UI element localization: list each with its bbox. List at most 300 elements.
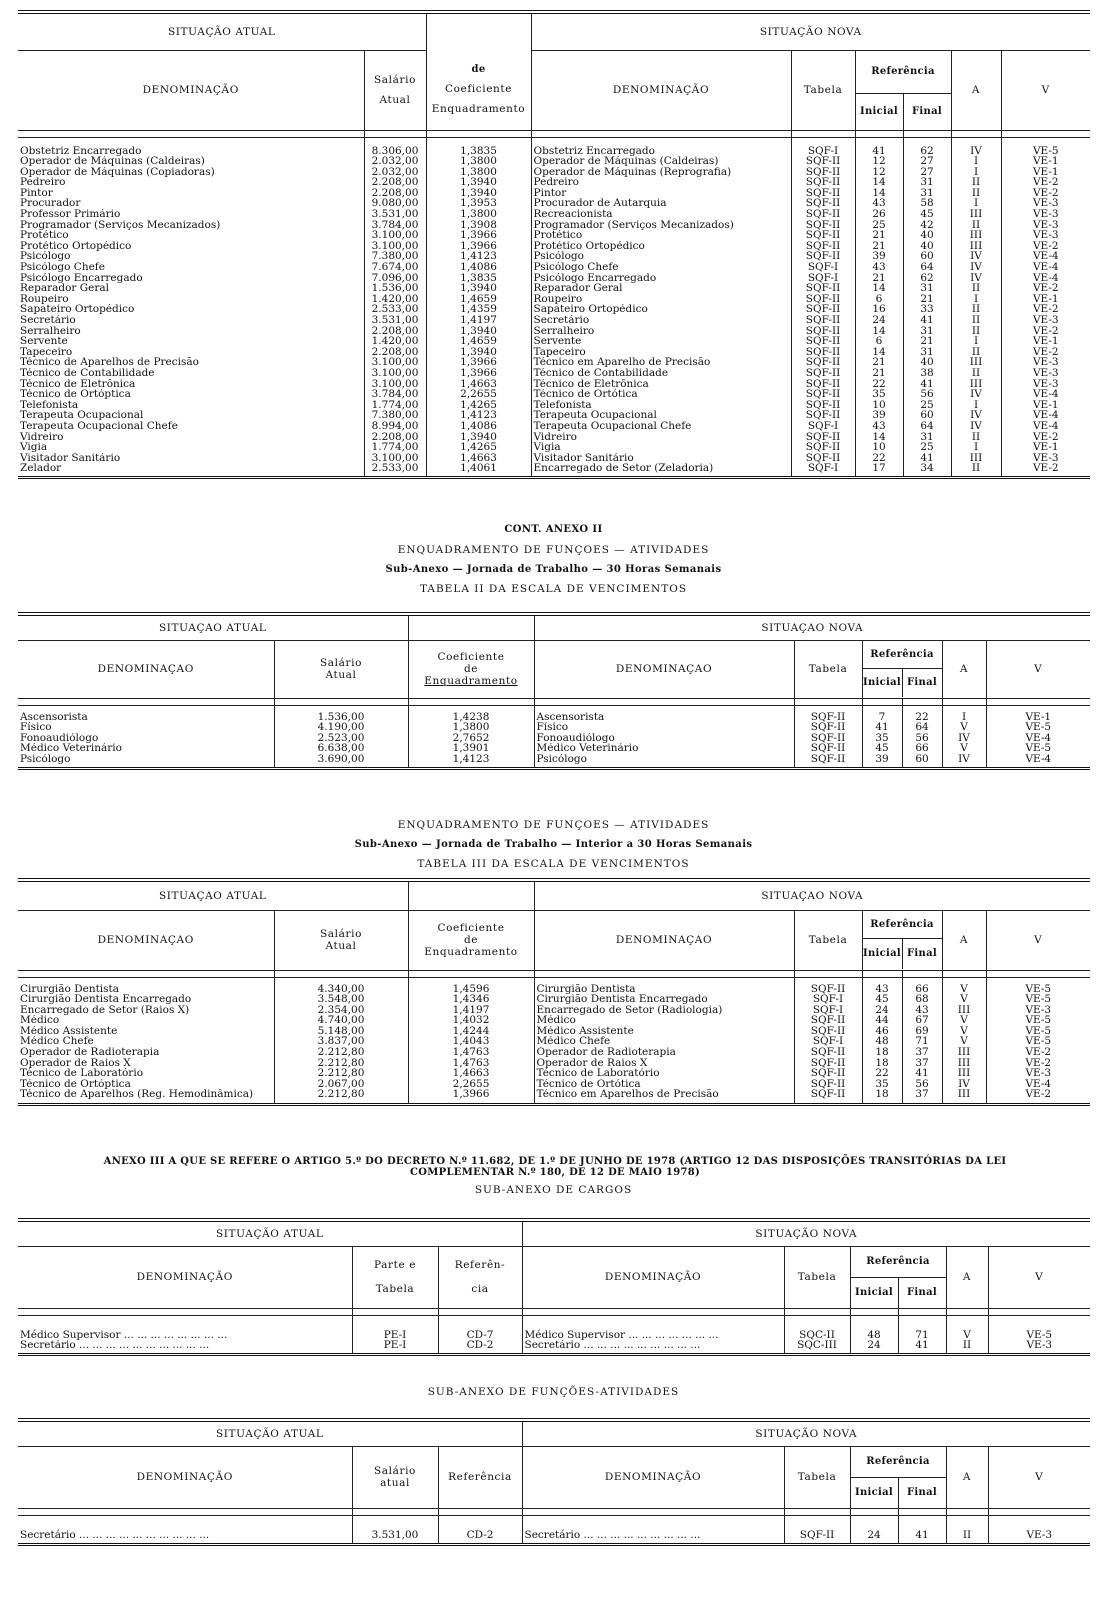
cell-a: IV xyxy=(951,421,1001,432)
cell-ref-final: 62 xyxy=(903,137,951,156)
situacao-nova-header-5: SITUAÇÃO NOVA xyxy=(522,1420,1090,1446)
cell-coeficiente: 1,3940 xyxy=(426,347,531,358)
cell-v: VE-3 xyxy=(988,1340,1090,1351)
table-row xyxy=(18,137,1090,156)
cell-denominacao-nova: Operador de Raios X xyxy=(534,1058,794,1069)
cell-a: I xyxy=(942,705,986,722)
table-row xyxy=(18,442,1090,453)
cell-ref-inicial: 6 xyxy=(855,336,903,347)
table-row xyxy=(18,273,1090,284)
cell-denominacao-nova: Terapeuta Ocupacional xyxy=(531,410,791,421)
cell-ref-final: 31 xyxy=(903,283,951,294)
cell-a: III xyxy=(942,1068,986,1079)
cell-ref-inicial: 48 xyxy=(850,1315,898,1340)
cell-salario: 2.032,00 xyxy=(364,156,426,167)
table-row xyxy=(18,368,1090,379)
cell-tabela: SQF-II xyxy=(791,389,855,400)
table-row xyxy=(18,1079,1090,1090)
cell-ref-inicial: 41 xyxy=(855,137,903,156)
cell-ref-final: 56 xyxy=(903,389,951,400)
col-refer-4-label: Referên- xyxy=(454,1259,506,1271)
cell-v: VE-3 xyxy=(986,1005,1090,1016)
cell-salario: 1.774,00 xyxy=(364,400,426,411)
cell-v: VE-3 xyxy=(986,1068,1090,1079)
cell-a: II xyxy=(946,1515,988,1540)
cell-ref-final: 45 xyxy=(903,209,951,220)
cell-salario: 7.380,00 xyxy=(364,251,426,262)
cell-tabela: SQF-II xyxy=(791,410,855,421)
cell-tabela: SQF-II xyxy=(791,156,855,167)
col-final-2: Final xyxy=(902,669,942,697)
cell-ref-inicial: 41 xyxy=(862,722,902,733)
cell-coeficiente: 1,4086 xyxy=(426,262,531,273)
cell-ref-inicial: 17 xyxy=(855,463,903,474)
cell-denominacao: Técnico de Contabilidade xyxy=(20,367,155,379)
cell-denominacao: Procurador xyxy=(20,198,81,210)
cell-salario: 3.100,00 xyxy=(364,379,426,390)
cell-tabela: SQF-II xyxy=(791,432,855,443)
col-tabela-3: Tabela xyxy=(794,910,862,970)
cell-salario: 4.190,00 xyxy=(274,722,408,733)
cell-tabela: SQF-II xyxy=(794,743,862,754)
cell-a: IV xyxy=(942,1079,986,1090)
table-row xyxy=(18,1089,1090,1100)
cell-tabela: SQF-II xyxy=(791,379,855,390)
cell-denominacao: Técnico de Aparelhos (Reg. Hemodinâmica) xyxy=(20,1089,254,1101)
cell-ref-inicial: 39 xyxy=(855,251,903,262)
cell-a: IV xyxy=(951,262,1001,273)
cell-coeficiente: 1,3800 xyxy=(426,209,531,220)
cell-ref-inicial: 43 xyxy=(855,198,903,209)
cell-tabela: SQF-II xyxy=(791,209,855,220)
cell-coeficiente: 1,3953 xyxy=(426,198,531,209)
cell-denominacao-nova: Vidreiro xyxy=(531,432,791,443)
table-row xyxy=(18,347,1090,358)
cell-coeficiente: 1,3966 xyxy=(426,368,531,379)
cell-coeficiente: 2,2655 xyxy=(426,389,531,400)
table-2-body xyxy=(18,705,1090,768)
cell-v: VE-1 xyxy=(986,705,1090,722)
cell-denominacao-nova: Operador de Máquinas (Caldeiras) xyxy=(531,156,791,167)
cell-ref-inicial: 22 xyxy=(855,453,903,464)
cell-salario: 5.148,00 xyxy=(274,1026,408,1037)
table-1-body xyxy=(18,137,1090,478)
cell-denominacao: Técnico de Eletrônica xyxy=(20,378,136,390)
cell-denominacao-nova: Terapeuta Ocupacional Chefe xyxy=(531,421,791,432)
cell-a: II xyxy=(951,347,1001,358)
cell-salario: 2.032,00 xyxy=(364,167,426,178)
cell-denominacao-nova: Cirurgião Dentista Encarregado xyxy=(534,994,794,1005)
cell-ref-final: 42 xyxy=(903,220,951,231)
col-v: V xyxy=(1001,50,1090,130)
table-row xyxy=(18,1058,1090,1069)
cell-denominacao-nova: Pintor xyxy=(531,188,791,199)
cell-denominacao: Médico Supervisor ... ... ... ... ... ... ... ... xyxy=(20,1328,228,1341)
col-a-3: A xyxy=(942,910,986,970)
cell-salario: 7.096,00 xyxy=(364,273,426,284)
cell-ref-final: 64 xyxy=(902,722,942,733)
table-row xyxy=(18,304,1090,315)
table-row xyxy=(18,994,1090,1005)
cell-denominacao-nova: Psicólogo xyxy=(531,251,791,262)
table-row xyxy=(18,743,1090,754)
cell-v: VE-4 xyxy=(1001,410,1090,421)
cell-coeficiente: 1,4763 xyxy=(408,1058,534,1069)
cell-ref-final: 56 xyxy=(902,733,942,744)
cell-a: IV xyxy=(951,410,1001,421)
cell-v: VE-1 xyxy=(1001,294,1090,305)
cell-denominacao-nova: Reparador Geral xyxy=(531,283,791,294)
col-cia-4-label: cia xyxy=(471,1283,489,1295)
cell-tabela: SQF-II xyxy=(791,368,855,379)
cell-ref-inicial: 35 xyxy=(862,733,902,744)
table-1-block xyxy=(18,10,1090,479)
col-denominacao-3: DENOMINAÇAO xyxy=(18,910,274,970)
cell-a: II xyxy=(951,463,1001,474)
cell-tabela: SQF-II xyxy=(791,167,855,178)
cell-salario: 2.212,80 xyxy=(274,1089,408,1100)
table-row xyxy=(18,1340,1090,1351)
cell-denominacao-nova: Obstetriz Encarregado xyxy=(531,137,791,156)
cell-denominacao-nova: Servente xyxy=(531,336,791,347)
cell-a: III xyxy=(951,379,1001,390)
cell-v: VE-2 xyxy=(1001,463,1090,474)
table-row xyxy=(18,198,1090,209)
col-tabela-4: Tabela xyxy=(784,1246,850,1308)
col-coef-de-label: de xyxy=(471,64,486,76)
table-row xyxy=(18,315,1090,326)
col-inicial-4: Inicial xyxy=(855,1286,894,1298)
cell-salario: 3.784,00 xyxy=(364,389,426,400)
cell-denominacao: Visitador Sanitário xyxy=(20,452,121,464)
cell-salario: 2.208,00 xyxy=(364,177,426,188)
cell-denominacao: Protético xyxy=(20,230,69,241)
cell-coeficiente: 1,4265 xyxy=(426,400,531,411)
cell-tabela: SQF-I xyxy=(791,273,855,284)
cell-denominacao-nova: Protético Ortopédico xyxy=(531,241,791,252)
cell-ref-final: 41 xyxy=(898,1515,946,1540)
col-a-5: A xyxy=(946,1446,988,1508)
col-v-5: V xyxy=(988,1446,1090,1508)
cell-a: IV xyxy=(951,389,1001,400)
cell-ref-inicial: 39 xyxy=(862,754,902,765)
cell-denominacao: Cirurgião Dentista xyxy=(20,982,120,995)
cell-coeficiente: 1,4123 xyxy=(408,754,534,765)
col-de-3-label: de xyxy=(463,934,479,946)
cell-ref-inicial: 22 xyxy=(862,1068,902,1079)
cell-v: VE-2 xyxy=(986,1089,1090,1100)
cell-v: VE-5 xyxy=(986,1015,1090,1026)
cell-ref-final: 31 xyxy=(903,177,951,188)
col-tabela-a-4-label: Tabela xyxy=(375,1283,415,1295)
cell-denominacao: Roupeiro xyxy=(20,293,69,305)
cell-v: VE-4 xyxy=(1001,262,1090,273)
cell-tabela: SQF-II xyxy=(794,722,862,733)
table-row xyxy=(18,410,1090,421)
cell-ref-inicial: 10 xyxy=(855,442,903,453)
cell-denominacao: Zelador xyxy=(20,463,62,474)
cell-salario: 3.100,00 xyxy=(364,453,426,464)
cell-a: III xyxy=(942,1005,986,1016)
cell-ref-inicial: 6 xyxy=(855,294,903,305)
cell-a: V xyxy=(942,1036,986,1047)
col-salario-3 xyxy=(274,910,408,970)
cell-ref-inicial: 21 xyxy=(855,357,903,368)
cell-a: V xyxy=(942,977,986,994)
cell-ref-final: 33 xyxy=(903,304,951,315)
cell-ref-inicial: 14 xyxy=(855,326,903,337)
cell-ref-final: 56 xyxy=(902,1079,942,1090)
cell-ref-final: 69 xyxy=(902,1026,942,1037)
cell-ref-final: 60 xyxy=(903,410,951,421)
cell-denominacao: Sapateiro Ortopédico xyxy=(20,304,135,315)
cell-ref-inicial: 12 xyxy=(855,156,903,167)
cell-denominacao-nova: Secretário xyxy=(531,315,791,326)
cell-tabela: SQC-III xyxy=(784,1340,850,1351)
table-2-block xyxy=(18,612,1090,770)
cell-ref-final: 25 xyxy=(903,400,951,411)
cell-coeficiente: 1,4032 xyxy=(408,1015,534,1026)
cell-salario: PE-I xyxy=(352,1340,438,1351)
cell-v: VE-2 xyxy=(986,1047,1090,1058)
col-referencia-4 xyxy=(850,1246,946,1308)
col-referencia-2-label: Referência xyxy=(863,642,942,669)
cell-denominacao: Psicólogo xyxy=(20,251,71,263)
cell-tabela: SQF-II xyxy=(794,754,862,765)
col-denominacao-2: DENOMINAÇAO xyxy=(18,640,274,698)
table-row xyxy=(18,421,1090,432)
cell-denominacao: Operador de Radioterapia xyxy=(20,1047,160,1058)
situacao-atual-header: SITUAÇÃO ATUAL xyxy=(168,25,276,38)
cell-salario: 2.354,00 xyxy=(274,1005,408,1016)
cell-a: III xyxy=(942,1058,986,1069)
cell-tabela: SQF-II xyxy=(794,1068,862,1079)
cell-ref-final: 37 xyxy=(902,1089,942,1100)
cell-coeficiente: CD-2 xyxy=(438,1340,522,1351)
cell-a: III xyxy=(951,453,1001,464)
col-referencia-a-4 xyxy=(438,1246,522,1308)
cell-coeficiente: 1,3966 xyxy=(408,1089,534,1100)
cell-tabela: SQF-II xyxy=(791,347,855,358)
cell-denominacao-nova: Fonoaudiólogo xyxy=(534,733,794,744)
cell-coeficiente: 1,4123 xyxy=(426,251,531,262)
table-row xyxy=(18,1005,1090,1016)
col-coef-3-label: Coeficiente xyxy=(437,922,505,934)
cell-denominacao: Operador de Raios X xyxy=(20,1057,131,1069)
cell-ref-inicial: 26 xyxy=(855,209,903,220)
cell-ref-inicial: 48 xyxy=(862,1036,902,1047)
table-row xyxy=(18,1047,1090,1058)
col-final-5: Final xyxy=(898,1478,946,1508)
cell-coeficiente: CD-2 xyxy=(438,1515,522,1540)
cell-ref-final: 41 xyxy=(903,379,951,390)
col-coeficiente-3 xyxy=(408,910,534,970)
cell-coeficiente: 1,3908 xyxy=(426,220,531,231)
cell-ref-inicial: 43 xyxy=(855,262,903,273)
cell-denominacao-nova: Serralheiro xyxy=(531,326,791,337)
table-row xyxy=(18,722,1090,733)
cell-coeficiente: 1,3800 xyxy=(426,156,531,167)
tabela-iii-caption: TABELA III DA ESCALA DE VENCIMENTOS xyxy=(417,858,690,870)
sub-anexo-funcoes-caption: SUB-ANEXO DE FUNÇÕES-ATIVIDADES xyxy=(427,1386,680,1398)
cell-v: VE-5 xyxy=(986,1026,1090,1037)
cell-coeficiente: 1,4043 xyxy=(408,1036,534,1047)
cell-v: VE-1 xyxy=(1001,442,1090,453)
cell-salario: 2.212,80 xyxy=(274,1058,408,1069)
cell-v: VE-3 xyxy=(1001,453,1090,464)
cell-ref-inicial: 18 xyxy=(862,1047,902,1058)
cell-coeficiente: 1,3966 xyxy=(426,357,531,368)
cell-a: IV xyxy=(942,733,986,744)
cell-denominacao: Terapeuta Ocupacional Chefe xyxy=(20,420,178,432)
cell-ref-inicial: 24 xyxy=(850,1340,898,1351)
cell-a: V xyxy=(942,1026,986,1037)
cell-denominacao: Fonoaudiólogo xyxy=(20,732,99,744)
cell-coeficiente: 1,3940 xyxy=(426,188,531,199)
col-salario-5-label: Salário xyxy=(374,1465,416,1477)
cell-v: VE-2 xyxy=(1001,432,1090,443)
cell-ref-final: 41 xyxy=(903,453,951,464)
cell-coeficiente: 1,3940 xyxy=(426,432,531,443)
cell-ref-final: 41 xyxy=(902,1068,942,1079)
col-inicial-2: Inicial xyxy=(863,676,902,688)
tabela-ii-caption: TABELA II DA ESCALA DE VENCIMENTOS xyxy=(419,583,688,595)
cell-salario: 7.674,00 xyxy=(364,262,426,273)
cell-ref-final: 64 xyxy=(903,262,951,273)
cell-tabela: SQF-II xyxy=(791,336,855,347)
cell-coeficiente: CD-7 xyxy=(438,1315,522,1340)
cell-ref-inicial: 46 xyxy=(862,1026,902,1037)
cell-tabela: SQF-II xyxy=(794,733,862,744)
cell-salario: 2.212,80 xyxy=(274,1068,408,1079)
cell-a: I xyxy=(951,442,1001,453)
table-row xyxy=(18,209,1090,220)
col-v-4: V xyxy=(988,1246,1090,1308)
cell-ref-final: 62 xyxy=(903,273,951,284)
cell-denominacao-nova: Visitador Sanitário xyxy=(531,453,791,464)
cell-ref-final: 43 xyxy=(902,1005,942,1016)
situacao-nova-header-2: SITUAÇAO NOVA xyxy=(534,614,1090,640)
cell-denominacao-nova: Sapateiro Ortopédico xyxy=(531,304,791,315)
cell-ref-final: 27 xyxy=(903,156,951,167)
cell-ref-final: 58 xyxy=(903,198,951,209)
col-salario-3-label: Salário xyxy=(320,928,362,940)
cell-a: I xyxy=(951,167,1001,178)
col-denominacao-nova-4: DENOMINAÇÃO xyxy=(522,1246,784,1308)
table-3-block xyxy=(18,878,1090,1106)
table-3-body xyxy=(18,977,1090,1104)
cell-a: III xyxy=(942,1089,986,1100)
cell-a: IV xyxy=(951,251,1001,262)
cell-ref-inicial: 21 xyxy=(855,273,903,284)
cell-coeficiente: 1,4123 xyxy=(426,410,531,421)
col-denominacao-nova-5: DENOMINAÇÃO xyxy=(522,1446,784,1508)
cell-salario: 6.638,00 xyxy=(274,743,408,754)
table-row xyxy=(18,705,1090,722)
cell-coeficiente: 1,3966 xyxy=(426,230,531,241)
cell-a: V xyxy=(942,743,986,754)
cell-coeficiente: 1,4265 xyxy=(426,442,531,453)
cell-tabela: SQF-II xyxy=(791,220,855,231)
cell-v: VE-3 xyxy=(1001,198,1090,209)
table-row xyxy=(18,220,1090,231)
cell-v: VE-1 xyxy=(1001,156,1090,167)
cell-a: II xyxy=(946,1340,988,1351)
col-referencia xyxy=(855,50,951,130)
sub-anexo-cargos-caption: SUB-ANEXO DE CARGOS xyxy=(474,1184,633,1196)
cell-a: III xyxy=(951,230,1001,241)
cell-denominacao-nova: Médico Assistente xyxy=(534,1026,794,1037)
cell-a: I xyxy=(951,336,1001,347)
table-4-body xyxy=(18,1315,1090,1355)
anexo-iii-line-2: COMPLEMENTAR N.º 180, DE 12 DE MAIO 1978) xyxy=(410,1167,700,1178)
situacao-nova-header-3: SITUAÇAO NOVA xyxy=(534,880,1090,910)
table-row xyxy=(18,1515,1090,1540)
col-coef-label: Coeficiente xyxy=(444,83,513,96)
cell-v: VE-4 xyxy=(1001,251,1090,262)
col-coeficiente xyxy=(426,50,531,130)
cell-v: VE-5 xyxy=(986,977,1090,994)
cell-denominacao-nova: Procurador de Autarquia xyxy=(531,198,791,209)
cell-a: I xyxy=(951,294,1001,305)
cell-ref-inicial: 43 xyxy=(862,977,902,994)
cell-tabela: SQF-II xyxy=(791,177,855,188)
cell-salario: 2.212,80 xyxy=(274,1047,408,1058)
cell-ref-final: 31 xyxy=(903,188,951,199)
table-row xyxy=(18,167,1090,178)
cell-coeficiente: 1,4359 xyxy=(426,304,531,315)
cell-a: IV xyxy=(942,754,986,765)
cell-denominacao: Encarregado de Setor (Raios X) xyxy=(20,1004,190,1016)
cell-ref-inicial: 45 xyxy=(862,994,902,1005)
cell-a: II xyxy=(951,188,1001,199)
cell-ref-final: 60 xyxy=(903,251,951,262)
table-row xyxy=(18,453,1090,464)
cell-salario: 3.784,00 xyxy=(364,220,426,231)
cell-salario: 1.420,00 xyxy=(364,336,426,347)
cell-ref-final: 31 xyxy=(903,326,951,337)
cell-ref-final: 40 xyxy=(903,230,951,241)
cell-ref-final: 37 xyxy=(902,1047,942,1058)
cell-salario: 1.536,00 xyxy=(364,283,426,294)
cell-a: II xyxy=(951,220,1001,231)
cell-salario: 2.067,00 xyxy=(274,1079,408,1090)
cell-ref-inicial: 18 xyxy=(862,1058,902,1069)
cell-salario: 3.100,00 xyxy=(364,241,426,252)
table-4-block xyxy=(18,1218,1090,1356)
cell-v: VE-3 xyxy=(1001,368,1090,379)
cell-ref-final: 22 xyxy=(902,705,942,722)
table-5-block xyxy=(18,1418,1090,1546)
cell-coeficiente: 1,4061 xyxy=(426,463,531,474)
cell-denominacao: Serralheiro xyxy=(20,325,81,337)
col-tabela-2: Tabela xyxy=(794,640,862,698)
cell-v: VE-2 xyxy=(986,1058,1090,1069)
col-enq-2-label: Enquadramento xyxy=(424,675,518,687)
col-salario-2 xyxy=(274,640,408,698)
cell-salario: 2.208,00 xyxy=(364,326,426,337)
cell-tabela: SQF-II xyxy=(791,315,855,326)
cell-denominacao: Ascensorista xyxy=(20,710,88,723)
cell-ref-inicial: 25 xyxy=(855,220,903,231)
cell-tabela: SQF-II xyxy=(794,977,862,994)
cell-salario: 2.208,00 xyxy=(364,347,426,358)
table-row xyxy=(18,283,1090,294)
cell-tabela: SQF-I xyxy=(794,1036,862,1047)
col-referencia-3 xyxy=(862,910,942,970)
cell-denominacao-nova: Operador de Máquinas (Reprografia) xyxy=(531,167,791,178)
cell-a: IV xyxy=(951,137,1001,156)
